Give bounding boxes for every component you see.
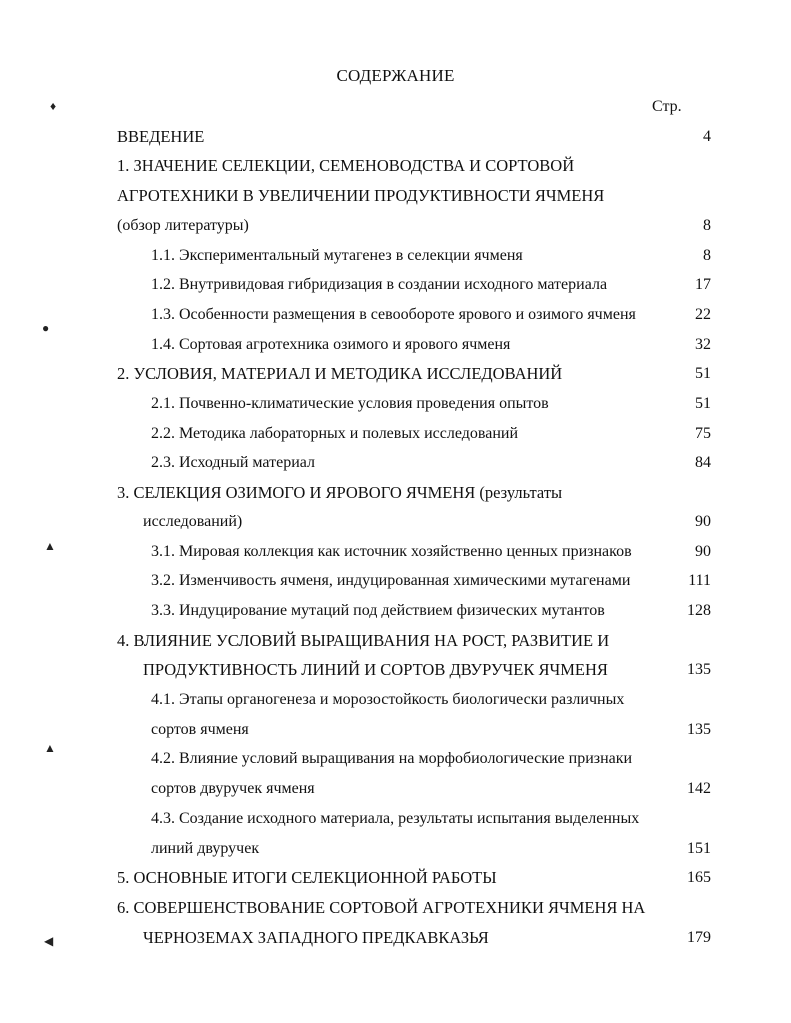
toc-entry-page: 128 <box>687 602 711 619</box>
margin-mark-icon: ● <box>42 321 50 335</box>
toc-entry-page: 135 <box>687 721 711 738</box>
page-column-label: Стр. <box>652 98 682 115</box>
toc-entry-text: ВВЕДЕНИЕ <box>117 127 205 146</box>
toc-entry-text: 2.3. Исходный материал <box>151 454 315 471</box>
toc-entry-page: 135 <box>687 661 711 678</box>
toc-entry-text: ЧЕРНОЗЕМАХ ЗАПАДНОГО ПРЕДКАВКАЗЬЯ <box>143 928 489 947</box>
toc-entry-page: 75 <box>695 425 711 442</box>
toc-entry-page: 51 <box>695 395 711 412</box>
margin-mark-icon: ♦ <box>50 99 57 113</box>
toc-entry-text: 1.1. Экспериментальный мутагенез в селекции ячменя <box>151 247 523 264</box>
toc-entry-text: АГРОТЕХНИКИ В УВЕЛИЧЕНИИ ПРОДУКТИВНОСТИ ЯЧМЕНЯ <box>117 186 605 205</box>
page-title: СОДЕРЖАНИЕ <box>336 66 455 85</box>
toc-entry-text: 4.3. Создание исходного материала, результаты испытания выделенных <box>151 810 640 827</box>
toc-entry-text: 3.3. Индуцирование мутаций под действием физических мутантов <box>151 602 605 619</box>
toc-entry-text: 3.2. Изменчивость ячменя, индуцированная химическими мутагенами <box>151 572 631 589</box>
toc-entry-text: 1.2. Внутривидовая гибридизация в создании исходного материала <box>151 276 608 293</box>
toc-entry-text: 6. СОВЕРШЕНСТВОВАНИЕ СОРТОВОЙ АГРОТЕХНИКИ ЯЧМЕНЯ НА <box>117 898 646 917</box>
toc-entry-page: 17 <box>695 276 711 293</box>
toc-entry-page: 165 <box>687 869 711 886</box>
toc-entry-page: 84 <box>695 454 711 471</box>
toc-entry-page: 111 <box>688 572 711 589</box>
toc-entry-text: сортов двуручек ячменя <box>151 780 315 797</box>
toc-entry-text: 4. ВЛИЯНИЕ УСЛОВИЙ ВЫРАЩИВАНИЯ НА РОСТ, РАЗВИТИЕ И <box>117 631 610 650</box>
toc-entry-text: 5. ОСНОВНЫЕ ИТОГИ СЕЛЕКЦИОННОЙ РАБОТЫ <box>117 868 497 887</box>
toc-entry-text: исследований) <box>143 513 243 530</box>
toc-entry-text: 1.3. Особенности размещения в севообороте ярового и озимого ячменя <box>151 306 636 323</box>
toc-entry-text: 3. СЕЛЕКЦИЯ ОЗИМОГО И ЯРОВОГО ЯЧМЕНЯ (результаты <box>117 483 563 502</box>
toc-entry-page: 51 <box>695 365 711 382</box>
toc-entry-page: 22 <box>695 306 711 323</box>
toc-entry-page: 8 <box>703 217 711 234</box>
toc-entry-text: 4.1. Этапы органогенеза и морозостойкость биологически различных <box>151 691 625 708</box>
toc-entry-text: 1.4. Сортовая агротехника озимого и ярового ячменя <box>151 336 511 353</box>
toc-entry-page: 8 <box>703 247 711 264</box>
toc-entry-text: 3.1. Мировая коллекция как источник хозяйственно ценных признаков <box>151 543 632 560</box>
toc-entry-text: 4.2. Влияние условий выращивания на морфобиологические признаки <box>151 750 633 767</box>
toc-entry-page: 90 <box>695 513 711 530</box>
toc-entry-page: 90 <box>695 543 711 560</box>
toc-entry-page: 179 <box>687 929 711 946</box>
toc-entry-text: 1. ЗНАЧЕНИЕ СЕЛЕКЦИИ, СЕМЕНОВОДСТВА И СОРТОВОЙ <box>117 156 575 175</box>
margin-mark-icon: ▲ <box>44 539 56 553</box>
toc-entry-text: 2.1. Почвенно-климатические условия проведения опытов <box>151 395 549 412</box>
toc-entry-page: 151 <box>687 840 711 857</box>
toc-entry-text: сортов ячменя <box>151 721 249 738</box>
toc-entry-page: 32 <box>695 336 711 353</box>
toc-entry-text: (обзор литературы) <box>117 217 249 234</box>
margin-mark-icon: ▲ <box>44 741 56 755</box>
toc-entry-page: 142 <box>687 780 711 797</box>
toc-entry-text: 2.2. Методика лабораторных и полевых исследований <box>151 425 518 442</box>
toc-entry-page: 4 <box>703 128 711 145</box>
toc-entry-text: ПРОДУКТИВНОСТЬ ЛИНИЙ И СОРТОВ ДВУРУЧЕК ЯЧМЕНЯ <box>143 660 608 679</box>
toc-entry-text: линий двуручек <box>151 840 260 857</box>
toc-entry-text: 2. УСЛОВИЯ, МАТЕРИАЛ И МЕТОДИКА ИССЛЕДОВАНИЙ <box>117 364 563 383</box>
margin-mark-icon: ◀ <box>44 934 54 948</box>
